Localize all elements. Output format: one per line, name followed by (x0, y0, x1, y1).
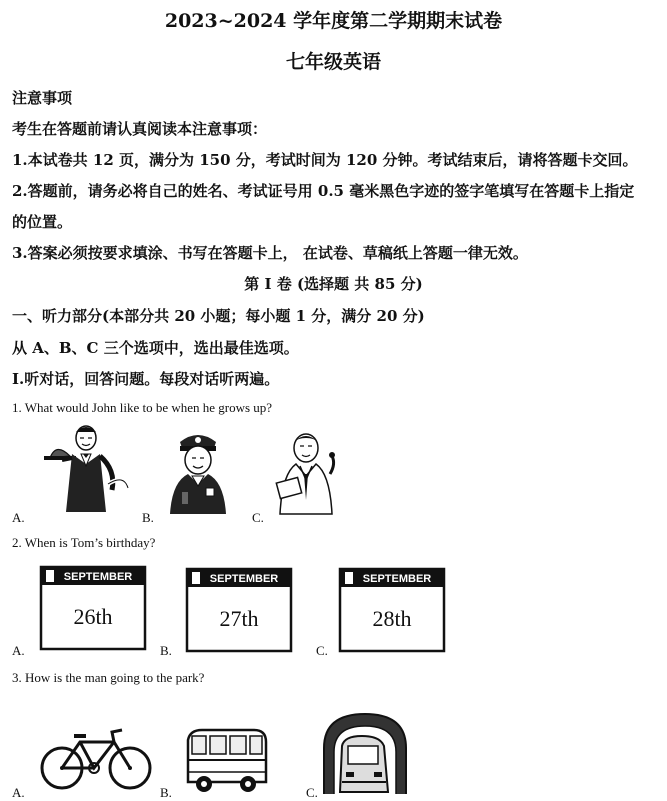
calendar-day-28th: 28th (372, 606, 412, 631)
calendar-month-label: SEPTEMBER (63, 571, 133, 583)
calendar-day-27th: 27th (219, 606, 259, 631)
bus-icon (184, 728, 268, 794)
question-3-option-c: C. (306, 785, 318, 800)
waiter-icon (36, 424, 140, 516)
notice-heading: 注意事项 (12, 89, 73, 107)
notice-item-3: 3.答案必须按要求填涂、书写在答题卡上， 在试卷、草稿纸上答题一律无效。 (12, 244, 528, 262)
bicycle-icon (40, 728, 152, 792)
policeman-icon (164, 428, 232, 516)
question-3-option-a: A. (12, 785, 25, 800)
question-2-option-b: B. (160, 643, 172, 658)
question-1-option-b: B. (142, 510, 154, 525)
question-1-option-a: A. (12, 510, 25, 525)
calendar-month-label: SEPTEMBER (362, 573, 432, 585)
question-1-text: 1. What would John like to be when he grows up? (12, 400, 273, 415)
question-2-option-c: C. (316, 643, 328, 658)
notice-item-2-line-1: 2.答题前，请务必将自己的姓名、考试证号用 0.5 毫米黑色字迹的签字笔填写在答题卡上指定 (12, 182, 635, 200)
question-3-option-b: B. (160, 785, 172, 800)
calendar-28th (339, 568, 445, 652)
question-1-option-c: C. (252, 510, 264, 525)
listening-part-heading: 一、听力部分(本部分共 20 小题；每小题 1 分，满分 20 分) (12, 307, 425, 325)
calendar-day-26th: 26th (73, 604, 113, 629)
calendar-month-label: SEPTEMBER (209, 573, 279, 585)
volume-heading: 第 I 卷 (选择题 共 85 分) (244, 275, 423, 293)
subway-train-icon (322, 710, 408, 794)
notice-item-1: 1.本试卷共 12 页，满分为 150 分，考试时间为 120 分钟。考试结束后，请将答题卡交回。 (12, 151, 638, 169)
doctor-icon (270, 430, 344, 516)
calendar-27th (186, 568, 292, 652)
listening-instruction: 从 A、B、C 三个选项中，选出最佳选项。 (12, 339, 299, 357)
listening-subpart: I.听对话，回答问题。每段对话听两遍。 (12, 370, 280, 388)
question-2-option-a: A. (12, 643, 25, 658)
notice-intro: 考生在答题前请认真阅读本注意事项： (12, 120, 268, 138)
exam-subtitle: 七年级英语 (285, 51, 381, 73)
notice-item-2-line-2: 的位置。 (12, 213, 73, 231)
question-2-text: 2. When is Tom’s birthday? (12, 535, 156, 550)
calendar-26th (40, 566, 146, 650)
exam-title: 2023~2024 学年度第二学期期末试卷 (164, 10, 503, 32)
question-3-text: 3. How is the man going to the park? (12, 670, 205, 685)
